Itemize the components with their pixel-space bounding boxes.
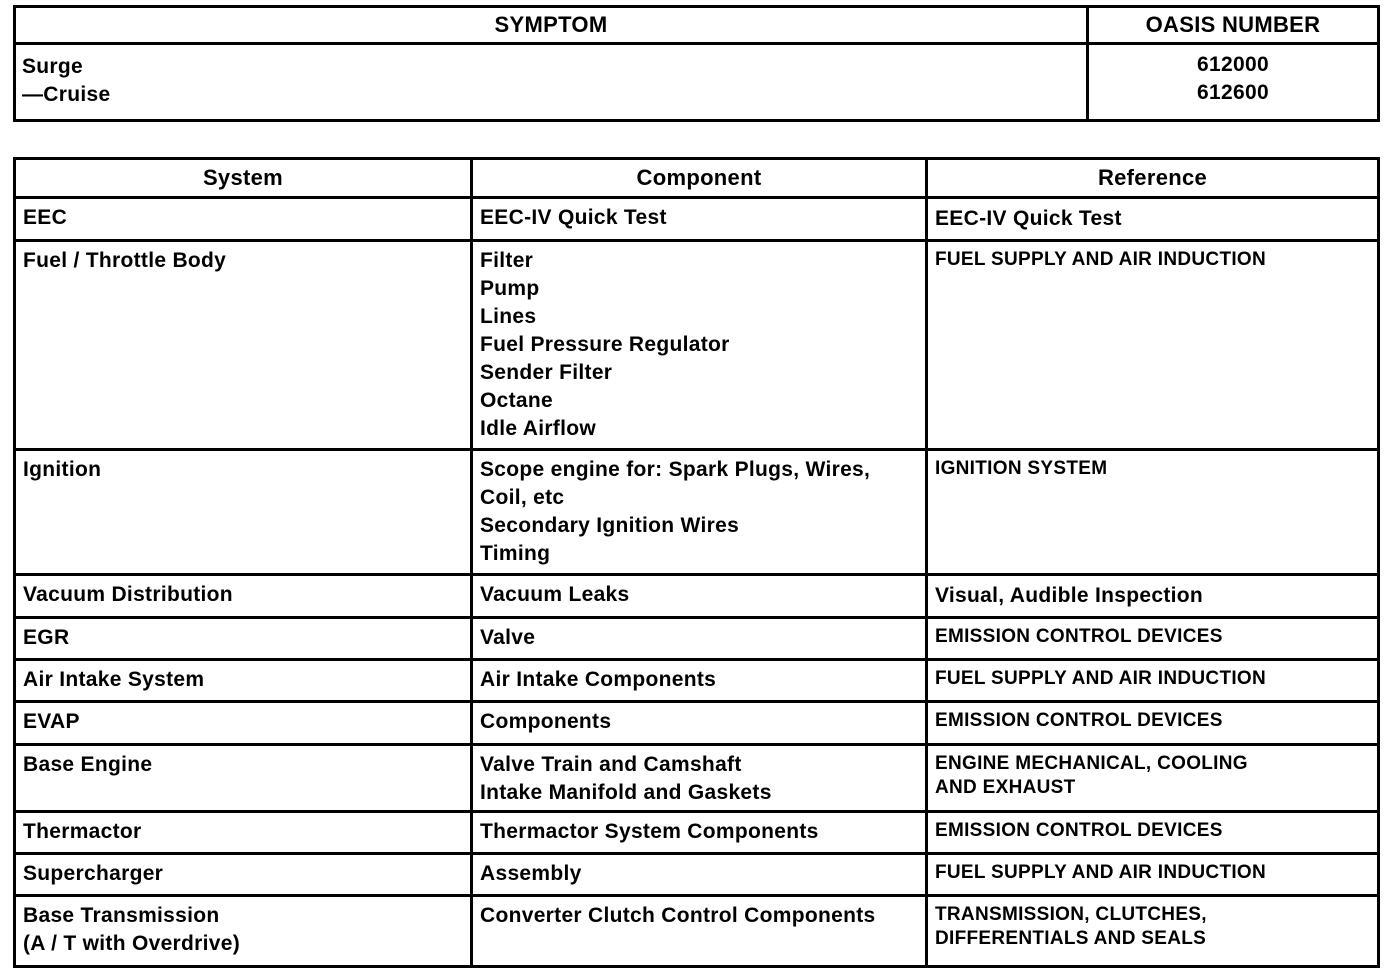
component-item: Thermactor System Components bbox=[480, 820, 819, 843]
system-name: Fuel / Throttle Body bbox=[23, 249, 227, 272]
system-cell bbox=[15, 198, 472, 241]
oasis-number: 612000 bbox=[1197, 53, 1269, 76]
symptom-row bbox=[15, 44, 1379, 121]
reference-cell bbox=[927, 660, 1379, 702]
symptom-table bbox=[13, 5, 1380, 122]
system-name: EGR bbox=[23, 626, 70, 649]
oasis-number: 612600 bbox=[1197, 81, 1269, 104]
reference-cell bbox=[927, 896, 1379, 967]
reference-text: IGNITION SYSTEM bbox=[935, 458, 1108, 479]
table-row bbox=[15, 896, 1379, 967]
system-name: EVAP bbox=[23, 710, 80, 733]
table-row bbox=[15, 450, 1379, 575]
component-item: Valve bbox=[480, 626, 536, 649]
component-cell bbox=[472, 896, 927, 967]
component-cell bbox=[472, 660, 927, 702]
symptom-line: Surge bbox=[22, 55, 84, 78]
reference-text: AND EXHAUST bbox=[935, 777, 1076, 798]
reference-cell bbox=[927, 702, 1379, 745]
component-cell bbox=[472, 618, 927, 660]
system-name: Base Transmission bbox=[23, 904, 220, 927]
component-item: Valve Train and Camshaft bbox=[480, 753, 742, 776]
reference-text: ENGINE MECHANICAL, COOLING bbox=[935, 753, 1248, 774]
component-item: Lines bbox=[480, 305, 537, 328]
system-cell bbox=[15, 854, 472, 896]
system-name: EEC bbox=[23, 206, 68, 229]
reference-cell bbox=[927, 450, 1379, 575]
reference-text: FUEL SUPPLY AND AIR INDUCTION bbox=[935, 862, 1267, 883]
component-item: Components bbox=[480, 710, 612, 733]
system-cell bbox=[15, 745, 472, 812]
reference-cell bbox=[927, 812, 1379, 854]
system-header: System bbox=[15, 159, 472, 198]
system-name: (A / T with Overdrive) bbox=[23, 932, 241, 955]
system-name: Supercharger bbox=[23, 862, 164, 885]
component-item: Vacuum Leaks bbox=[480, 583, 630, 606]
reference-text: DIFFERENTIALS AND SEALS bbox=[935, 928, 1207, 949]
component-cell bbox=[472, 198, 927, 241]
system-cell bbox=[15, 450, 472, 575]
component-header: Component bbox=[472, 159, 927, 198]
component-cell bbox=[472, 575, 927, 618]
system-cell bbox=[15, 575, 472, 618]
table-row bbox=[15, 854, 1379, 896]
component-cell bbox=[472, 812, 927, 854]
component-cell bbox=[472, 854, 927, 896]
system-cell bbox=[15, 896, 472, 967]
component-cell bbox=[472, 241, 927, 450]
component-item: Converter Clutch Control Components bbox=[480, 904, 876, 927]
system-cell bbox=[15, 241, 472, 450]
reference-text: EEC-IV Quick Test bbox=[935, 207, 1122, 230]
component-item: Intake Manifold and Gaskets bbox=[480, 781, 772, 804]
component-item: Coil, etc bbox=[480, 486, 565, 509]
table-row bbox=[15, 575, 1379, 618]
system-cell bbox=[15, 812, 472, 854]
reference-text: EMISSION CONTROL DEVICES bbox=[935, 710, 1223, 731]
symptom-cell bbox=[15, 44, 1088, 121]
component-cell bbox=[472, 450, 927, 575]
system-name: Air Intake System bbox=[23, 668, 205, 691]
system-cell bbox=[15, 702, 472, 745]
reference-cell bbox=[927, 745, 1379, 812]
reference-cell bbox=[927, 198, 1379, 241]
table-row bbox=[15, 812, 1379, 854]
component-cell bbox=[472, 745, 927, 812]
component-item: Air Intake Components bbox=[480, 668, 717, 691]
table-row bbox=[15, 745, 1379, 812]
component-item: EEC-IV Quick Test bbox=[480, 206, 667, 229]
system-name: Vacuum Distribution bbox=[23, 583, 233, 606]
reference-cell bbox=[927, 618, 1379, 660]
table-row bbox=[15, 241, 1379, 450]
component-item: Sender Filter bbox=[480, 361, 613, 384]
reference-text: FUEL SUPPLY AND AIR INDUCTION bbox=[935, 249, 1267, 270]
reference-text: TRANSMISSION, CLUTCHES, bbox=[935, 904, 1207, 925]
reference-text: Visual, Audible Inspection bbox=[935, 584, 1204, 607]
reference-cell bbox=[927, 241, 1379, 450]
diagnosis-header-row bbox=[15, 159, 1379, 198]
component-item: Idle Airflow bbox=[480, 417, 596, 440]
component-item: Timing bbox=[480, 542, 551, 565]
system-name: Base Engine bbox=[23, 753, 153, 776]
reference-text: EMISSION CONTROL DEVICES bbox=[935, 820, 1223, 841]
table-row bbox=[15, 618, 1379, 660]
system-name: Thermactor bbox=[23, 820, 142, 843]
symptom-header: SYMPTOM bbox=[15, 7, 1088, 44]
oasis-number-header: OASIS NUMBER bbox=[1088, 7, 1379, 44]
table-row bbox=[15, 660, 1379, 702]
table-row bbox=[15, 702, 1379, 745]
component-item: Pump bbox=[480, 277, 540, 300]
component-item: Filter bbox=[480, 249, 534, 272]
component-item: Assembly bbox=[480, 862, 582, 885]
component-item: Scope engine for: Spark Plugs, Wires, bbox=[480, 458, 871, 481]
reference-text: FUEL SUPPLY AND AIR INDUCTION bbox=[935, 668, 1267, 689]
system-name: Ignition bbox=[23, 458, 102, 481]
reference-text: EMISSION CONTROL DEVICES bbox=[935, 626, 1223, 647]
symptom-line: —Cruise bbox=[22, 83, 111, 106]
component-cell bbox=[472, 702, 927, 745]
symptom-header-row bbox=[15, 7, 1379, 44]
system-cell bbox=[15, 660, 472, 702]
oasis-number-cell bbox=[1088, 44, 1379, 121]
reference-header: Reference bbox=[927, 159, 1379, 198]
diagnosis-table bbox=[13, 157, 1380, 968]
component-item: Fuel Pressure Regulator bbox=[480, 333, 730, 356]
table-row bbox=[15, 198, 1379, 241]
component-item: Secondary Ignition Wires bbox=[480, 514, 740, 537]
system-cell bbox=[15, 618, 472, 660]
reference-cell bbox=[927, 854, 1379, 896]
reference-cell bbox=[927, 575, 1379, 618]
component-item: Octane bbox=[480, 389, 553, 412]
